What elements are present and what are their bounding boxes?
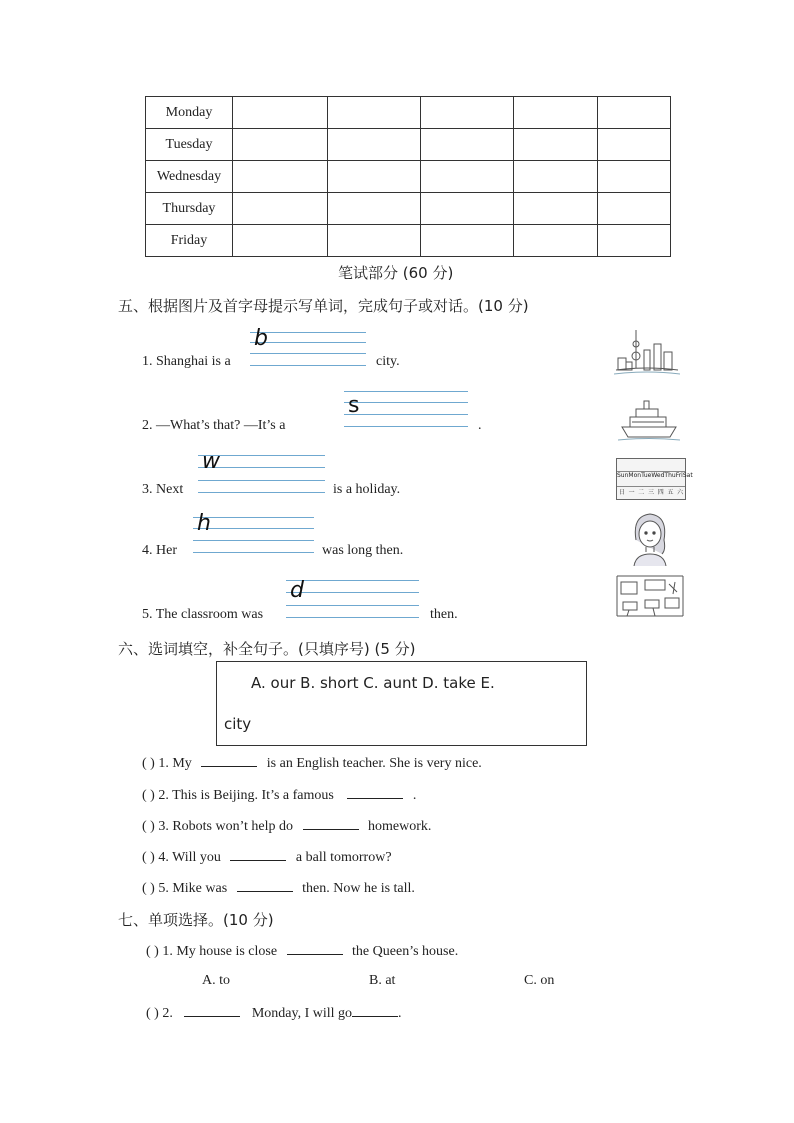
s6-item4-before: 4. Will you (158, 850, 221, 865)
word-bank-box (216, 661, 587, 746)
hint-letter: h (197, 511, 211, 536)
s6-item2-before: 2. This is Beijing. It’s a famous (158, 788, 334, 803)
week-table (145, 96, 671, 257)
hint-letter: b (254, 326, 268, 351)
s6-item1-after: is an English teacher. She is very nice. (266, 756, 482, 771)
s7-q1 (146, 942, 458, 960)
s5-item5-after: then. (430, 607, 458, 622)
s5-item2-before: 2. —What’s that? —It’s a (142, 418, 286, 433)
answer-paren[interactable]: ( ) (142, 756, 155, 771)
calendar-icon: Sun Mon Tue Wed Thu Fri Sat 日 一 二 三 四 五 六 (616, 458, 686, 500)
fill-blank[interactable] (230, 848, 286, 861)
s5-item3-after: is a holiday. (333, 482, 401, 497)
s5-item4-before: 4. Her (142, 543, 177, 558)
messy-classroom-icon (615, 572, 685, 618)
handwriting-lines-4[interactable] (193, 511, 314, 553)
s7-q2 (146, 1004, 402, 1022)
s7-q2-end: . (398, 1006, 402, 1021)
s6-item4-after: a ball tomorrow? (295, 850, 392, 865)
fill-blank[interactable] (184, 1004, 240, 1017)
day-cell: Wednesday (146, 161, 233, 193)
fill-blank[interactable] (201, 754, 257, 767)
s7-q2-middle: Monday, I will go (251, 1006, 353, 1021)
s7-q1-after: the Queen’s house. (352, 944, 459, 959)
fill-blank[interactable] (347, 786, 403, 799)
answer-paren[interactable]: ( ) (142, 850, 155, 865)
s5-item1-before: 1. Shanghai is a (142, 354, 231, 369)
s6-item1-before: 1. My (158, 756, 192, 771)
answer-paren[interactable]: ( ) (142, 881, 155, 896)
handwriting-lines-3[interactable] (198, 449, 325, 493)
table-row (146, 129, 671, 161)
table-row (146, 161, 671, 193)
table-row (146, 97, 671, 129)
day-cell: Friday (146, 225, 233, 257)
word-bank-line1: A. our B. short C. aunt D. take E. (251, 674, 495, 692)
hint-letter: w (202, 449, 220, 474)
hint-letter: d (290, 578, 304, 603)
section7-title: 七、单项选择。(10 分) (118, 911, 274, 929)
word-bank-line2: city (224, 715, 252, 733)
answer-paren[interactable]: ( ) (146, 944, 159, 959)
fill-blank[interactable] (352, 1004, 398, 1017)
answer-paren[interactable]: ( ) (146, 1006, 159, 1021)
handwriting-lines-2[interactable] (344, 391, 468, 427)
ship-icon (618, 397, 680, 443)
s5-item1-after: city. (376, 354, 400, 369)
s5-item4-after: was long then. (322, 543, 404, 558)
s5-item5-before: 5. The classroom was (142, 607, 264, 622)
day-cell: Tuesday (146, 129, 233, 161)
s5-item2-after: . (478, 418, 482, 433)
s5-item3-before: 3. Next (142, 482, 184, 497)
fill-blank[interactable] (237, 879, 293, 892)
s6-item5 (142, 879, 415, 897)
day-cell: Monday (146, 97, 233, 129)
s6-item3-after: homework. (368, 819, 432, 834)
girl-portrait-icon (628, 510, 672, 566)
s7-q1-before: 1. My house is close (162, 944, 278, 959)
fill-blank[interactable] (287, 942, 343, 955)
city-skyline-icon (614, 328, 680, 378)
s7-q2-before: 2. (162, 1006, 173, 1021)
s6-item3 (142, 817, 431, 835)
table-row (146, 225, 671, 257)
hint-letter: s (348, 393, 360, 418)
s6-item5-before: 5. Mike was (158, 881, 228, 896)
s7-q1-option-b[interactable]: B. at (369, 973, 396, 988)
section5-title: 五、根据图片及首字母提示写单词，完成句子或对话。(10 分) (118, 297, 529, 315)
s6-item3-before: 3. Robots won’t help do (158, 819, 294, 834)
s6-item5-after: then. Now he is tall. (302, 881, 415, 896)
s6-item1 (142, 754, 482, 772)
s7-q1-option-c[interactable]: C. on (524, 973, 555, 988)
s6-item4 (142, 848, 392, 866)
answer-paren[interactable]: ( ) (142, 819, 155, 834)
handwriting-lines-5[interactable] (286, 580, 419, 618)
day-cell: Thursday (146, 193, 233, 225)
section6-title: 六、选词填空，补全句子。(只填序号) (5 分) (118, 640, 416, 658)
table-row (146, 193, 671, 225)
s7-q1-option-a[interactable]: A. to (202, 973, 230, 988)
s6-item2 (142, 786, 416, 804)
s6-item2-after: . (412, 788, 417, 803)
answer-paren[interactable]: ( ) (142, 788, 155, 803)
fill-blank[interactable] (303, 817, 359, 830)
handwriting-lines-1[interactable] (250, 326, 366, 366)
written-part-heading: 笔试部分 (60 分) (338, 264, 454, 282)
